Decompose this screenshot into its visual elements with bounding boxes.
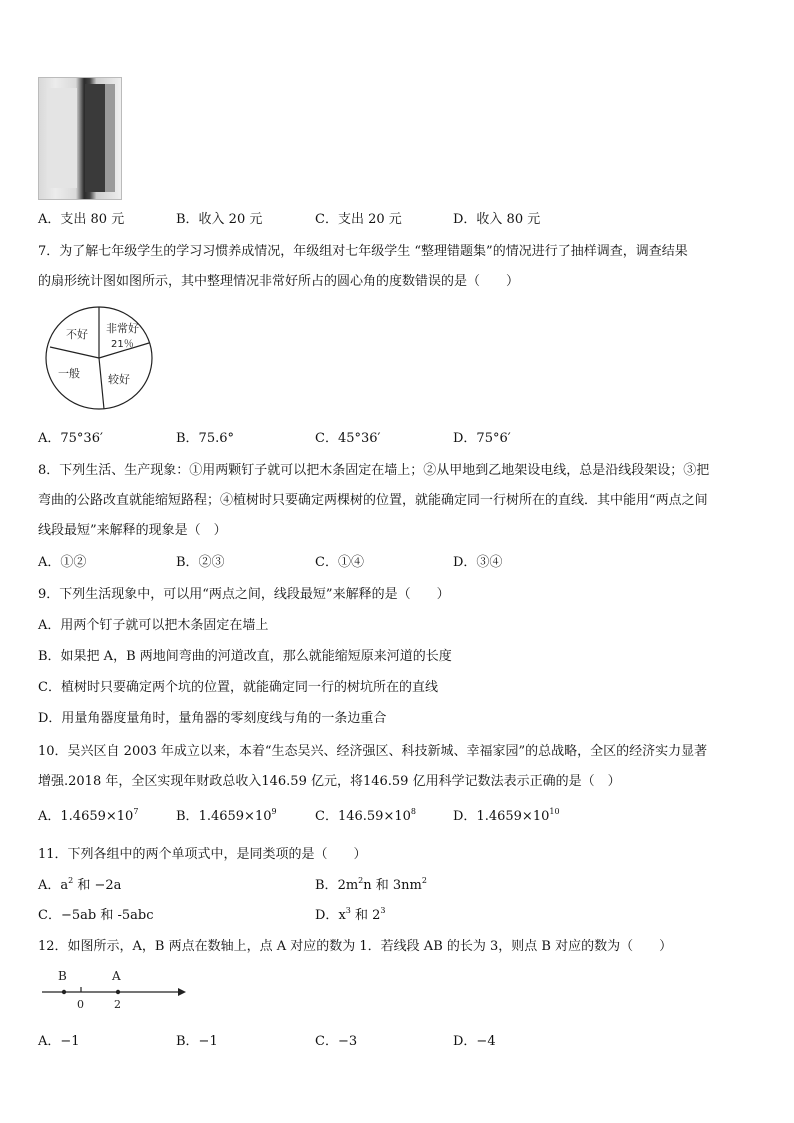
pie-label-normal: 一般 <box>58 367 80 380</box>
q9-stem: 9．下列生活现象中，可以用“两点之间，线段最短”来解释的是（ ） <box>38 587 450 602</box>
q12-option-c[interactable]: C．−3 <box>315 1034 358 1049</box>
q7-option-b[interactable]: B．75.6° <box>176 431 234 446</box>
pie-label-bad: 不好 <box>66 328 88 341</box>
q12-number-line <box>40 966 190 1012</box>
axis-tick-2: 2 <box>114 998 121 1011</box>
pie-label-very-good: 非常好 <box>106 322 139 335</box>
q6-option-b[interactable]: B．收入 20 元 <box>176 212 263 227</box>
q10-option-c[interactable]: C．$146.59\times 10^8$ <box>315 806 416 824</box>
q6-option-d[interactable]: D．收入 80 元 <box>453 212 541 227</box>
q12-stem: 12．如图所示，A，B 两点在数轴上，点 A 对应的数为 1．若线段 AB 的长为 3，则点 B 对应的数为（ ） <box>38 939 673 954</box>
q9-option-d[interactable]: D．用量角器度量角时，量角器的零刻度线与角的一条边重合 <box>38 711 387 726</box>
q7-pie-chart <box>44 305 156 413</box>
q10-stem-line2: 增强.2018 年，全区实现年财政总收入146.59 亿元，将146.59 亿用科学记数法表示正确的是（ ） <box>38 774 621 789</box>
q11-option-d[interactable]: D．$x^3$ 和 $2^3$ <box>315 905 386 923</box>
q9-option-c[interactable]: C．植树时只要确定两个坑的位置，就能确定同一行的树坑所在的直线 <box>38 680 438 695</box>
q11-option-a[interactable]: A．$a^2$ 和 −2a <box>38 875 122 893</box>
q12-option-b[interactable]: B．−1 <box>176 1034 218 1049</box>
q8-stem-line2: 弯曲的公路改直就能缩短路程；④植树时只要确定两棵树的位置，就能确定同一行树所在的直线．其中能用“两点之间 <box>38 493 708 508</box>
q8-stem-line3: 线段最短”来解释的现象是（ ） <box>38 523 227 538</box>
pie-label-percent: 21％ <box>111 339 134 350</box>
q7-option-a[interactable]: A．75°36′ <box>38 431 103 446</box>
q9-option-b[interactable]: B．如果把 A，B 两地间弯曲的河道改直，那么就能缩短原来河道的长度 <box>38 649 452 664</box>
q8-option-a[interactable]: A．①② <box>38 555 87 570</box>
q7-option-d[interactable]: D．75°6′ <box>453 431 511 446</box>
book-photo <box>38 77 122 200</box>
q11-option-b[interactable]: B．$2m^2n$ 和 $3nm^2$ <box>315 875 427 893</box>
q10-option-b[interactable]: B．$1.4659\times 10^9$ <box>176 806 277 824</box>
q8-option-d[interactable]: D．③④ <box>453 555 503 570</box>
q6-option-a[interactable]: A．支出 80 元 <box>38 212 125 227</box>
q7-option-c[interactable]: C．45°36′ <box>315 431 381 446</box>
q8-stem-line1: 8．下列生活、生产现象：①用两颗钉子就可以把木条固定在墙上；②从甲地到乙地架设电线，总是沿线段架设；③把 <box>38 463 710 478</box>
axis-label-b: B <box>58 969 67 983</box>
q9-option-a[interactable]: A．用两个钉子就可以把木条固定在墙上 <box>38 618 269 633</box>
q12-option-a[interactable]: A．−1 <box>38 1034 80 1049</box>
q10-stem-line1: 10．吴兴区自 2003 年成立以来，本着“生态吴兴、经济强区、科技新城、幸福家园”的总战略，全区的经济实力显著 <box>38 744 708 759</box>
q6-option-c[interactable]: C．支出 20 元 <box>315 212 402 227</box>
q10-option-d[interactable]: D．$1.4659\times 10^{10}$ <box>453 806 560 824</box>
axis-label-a: A <box>112 969 121 983</box>
pie-label-good: 较好 <box>108 373 130 386</box>
q11-option-c[interactable]: C．−5ab 和 -5abc <box>38 908 154 923</box>
axis-tick-0: 0 <box>77 998 84 1011</box>
q8-option-c[interactable]: C．①④ <box>315 555 364 570</box>
q12-option-d[interactable]: D．−4 <box>453 1034 496 1049</box>
q11-stem: 11．下列各组中的两个单项式中，是同类项的是（ ） <box>38 847 367 862</box>
q10-option-a[interactable]: A．$1.4659\times 10^7$ <box>38 806 139 824</box>
q8-option-b[interactable]: B．②③ <box>176 555 225 570</box>
q7-stem-line2: 的扇形统计图如图所示，其中整理情况非常好所占的圆心角的度数错误的是（ ） <box>38 274 520 289</box>
q7-stem-line1: 7．为了解七年级学生的学习习惯养成情况，年级组对七年级学生 “整理错题集”的情况进行了抽样调查，调查结果 <box>38 244 688 259</box>
